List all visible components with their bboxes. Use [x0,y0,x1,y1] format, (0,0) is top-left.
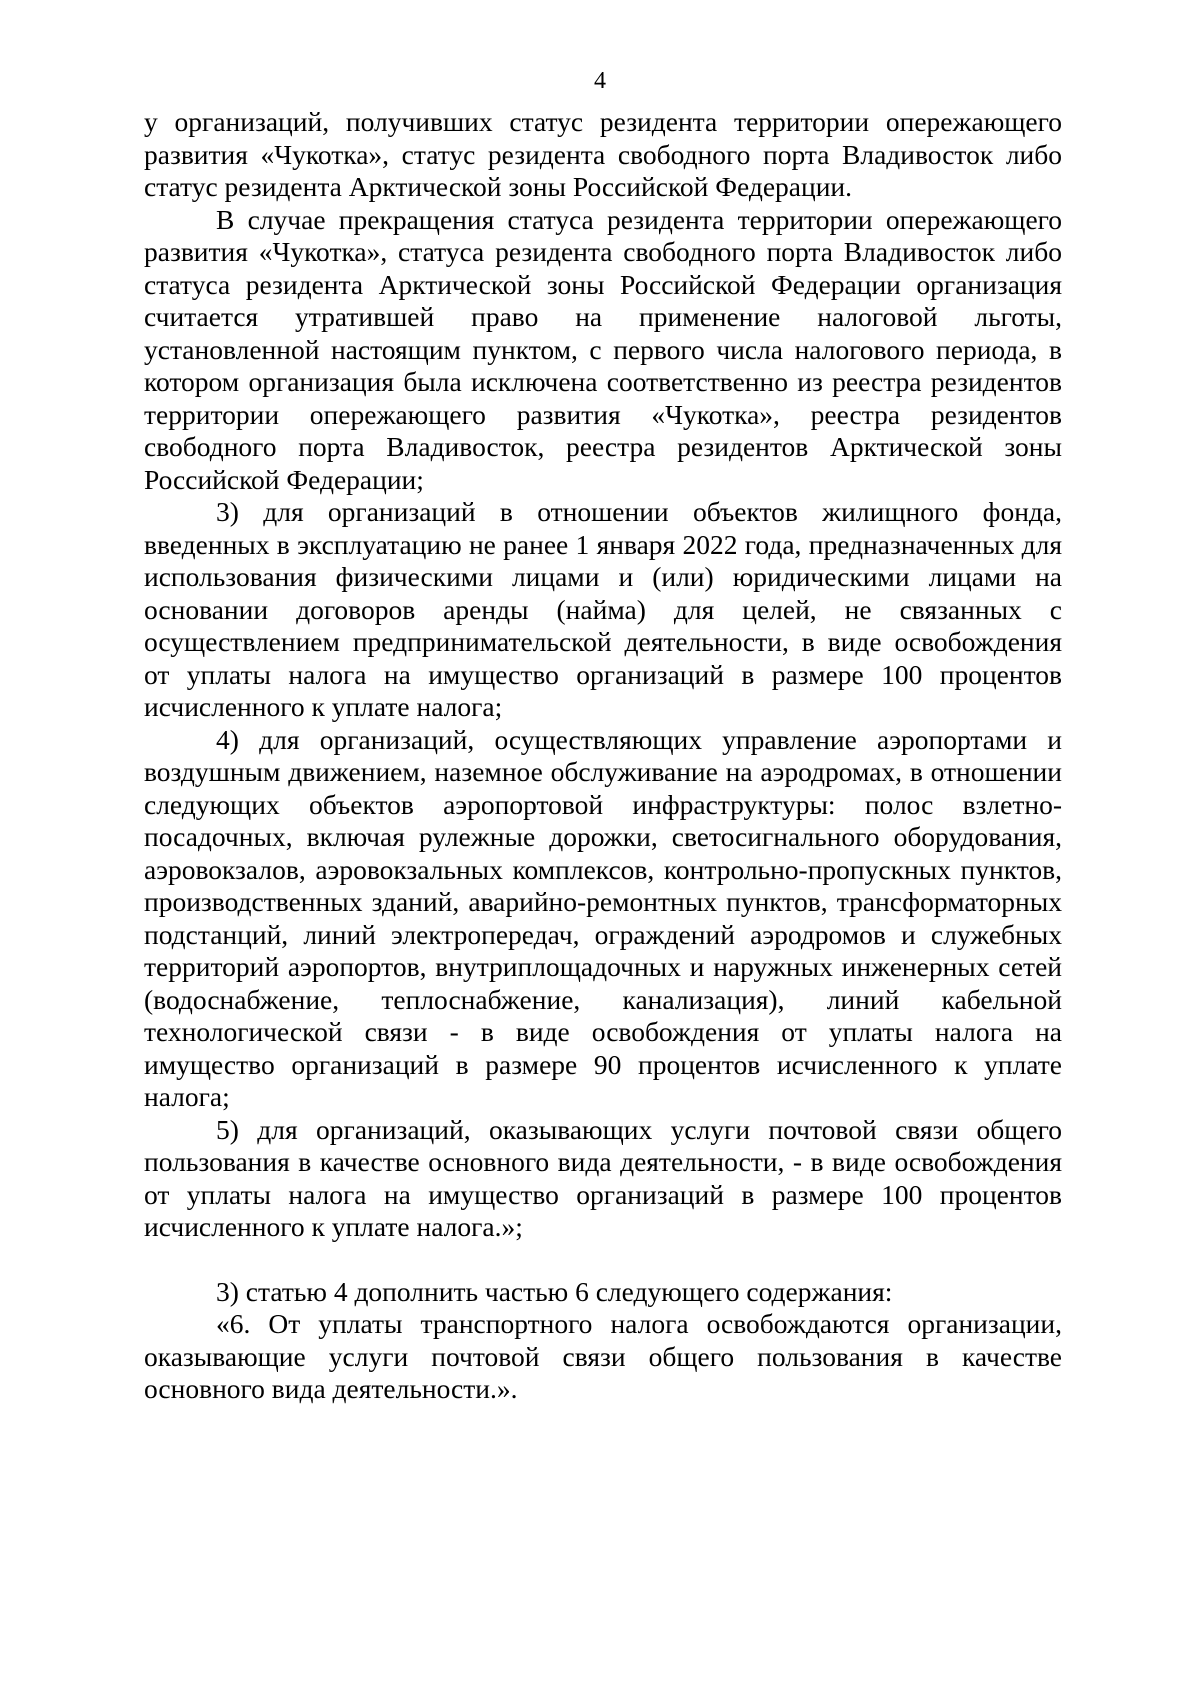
paragraph-part-6-transport-tax: «6. От уплаты транспортного налога освобождаются организации, оказывающие услуги почтовой связи общего пользования в качестве основного вида деятельности.». [144,1308,1062,1404]
paragraph-item-5-postal: 5) для организаций, оказывающих услуги почтовой связи общего пользования в качестве основного вида деятельности, - в виде освобождения от уплаты налога на имущество организаций в размере 100 процентов исчисленного к уплате налога.»; [144,1113,1062,1242]
paragraph-residents-continuation: у организаций, получивших статус резидента территории опережающего развития «Чукотка», статус резидента свободного порта Владивосток либо статус резидента Арктической зоны Российской Федерации. [144,106,1062,202]
page-number: 4 [594,68,606,94]
paragraph-item-4-airports: 4) для организаций, осуществляющих управление аэропортами и воздушным движением, наземное обслуживание на аэродромах, в отношении следующих объектов аэропортовой инфраструктуры: полос взлетно-посадочных, включая рулежные дорожки, светосигнального оборудования, аэровокзалов, аэровокзальных комплексов, контрольно-пропускных пунктов, производственных зданий, аварийно-ремонтных пунктов, трансформаторных подстанций, линий электропередач, ограждений аэродромов и служебных территорий аэропортов, внутриплощадочных и наружных инженерных сетей (водоснабжение, теплоснабжение, канализация), линий кабельной технологической связи - в виде освобождения от уплаты налога на имущество организаций в размере 90 процентов исчисленного к уплате налога; [144,723,1062,1112]
paragraph-status-termination: В случае прекращения статуса резидента территории опережающего развития «Чукотка», статуса резидента свободного порта Владивосток либо статуса резидента Арктической зоны Российской Федерации организация считается утратившей право на применение налоговой льготы, установленной настоящим пунктом, с первого числа налогового периода, в котором организация была исключена соответственно из реестра резидентов территории опережающего развития «Чукотка», реестра резидентов свободного порта Владивосток, реестра резидентов Арктической зоны Российской Федерации; [144,203,1062,495]
paragraph-article-4-amendment: 3) статью 4 дополнить частью 6 следующего содержания: [216,1275,893,1307]
paragraph-item-3-housing: 3) для организаций в отношении объектов жилищного фонда, введенных в эксплуатацию не ранее 1 января 2022 года, предназначенных для использования физическими лицами и (или) юридическими лицами на основании договоров аренды (найма) для целей, не связанных с осуществлением предпринимательской деятельности, в виде освобождения от уплаты налога на имущество организаций в размере 100 процентов исчисленного к уплате налога; [144,496,1062,722]
document-body [144,106,1062,1406]
